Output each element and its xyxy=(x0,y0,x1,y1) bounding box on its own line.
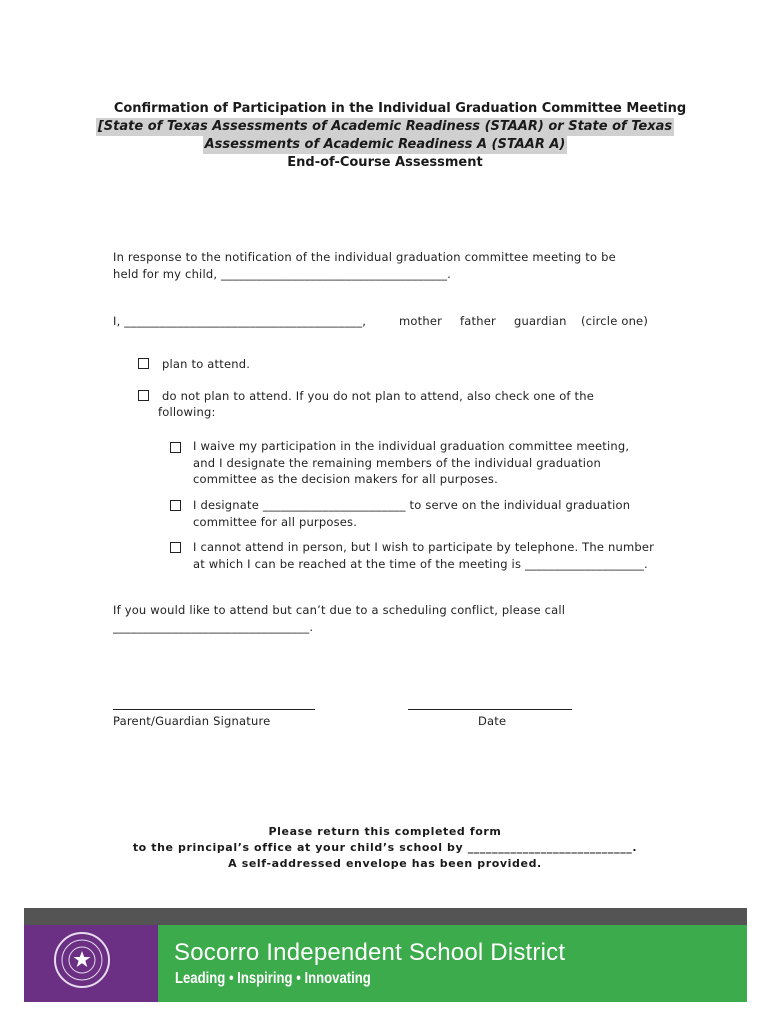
designate-checkbox[interactable] xyxy=(170,500,181,511)
waive-label xyxy=(193,438,629,488)
intro-line-1: In response to the notification of the individual graduation committee meeting to be xyxy=(113,250,616,264)
telephone-checkbox[interactable] xyxy=(170,542,181,553)
return-line-1: Please return this completed form xyxy=(268,825,502,838)
date-line[interactable] xyxy=(408,709,572,710)
not-attend-label-line-2: following: xyxy=(158,405,216,419)
title-line-3: Assessments of Academic Readiness A (STAAR A) xyxy=(204,137,566,152)
relation-guardian[interactable]: guardian xyxy=(514,314,567,328)
title-line-4: End-of-Course Assessment xyxy=(287,155,483,170)
date-label: Date xyxy=(478,714,507,728)
relation-name-line[interactable]: I, ________________________________________, xyxy=(113,314,367,328)
telephone-label xyxy=(193,539,654,572)
not-attend-label-line-1: do not plan to attend. If you do not plan to attend, also check one of the xyxy=(162,389,595,403)
waive-line-3: committee as the decision makers for all purposes. xyxy=(193,472,498,486)
designate-line-1: I designate ________________________ to serve on the individual graduation xyxy=(193,498,631,512)
designate-line-2: committee for all purposes. xyxy=(193,514,358,529)
attend-checkbox[interactable] xyxy=(138,358,149,369)
form-title xyxy=(0,100,770,172)
waive-line-1: I waive my participation in the individual graduation committee meeting, xyxy=(193,439,630,453)
return-line-3: A self-addressed envelope has been provided. xyxy=(228,857,542,870)
district-name: Socorro Independent School District xyxy=(174,939,566,966)
not-attend-checkbox[interactable] xyxy=(138,390,149,401)
conflict-paragraph xyxy=(113,602,565,635)
relation-mother[interactable]: mother xyxy=(399,314,443,328)
relation-circle-note: (circle one) xyxy=(581,314,649,328)
intro-paragraph xyxy=(113,249,658,282)
title-line-1: Confirmation of Participation in the Individual Graduation Committee Meeting xyxy=(113,101,687,116)
conflict-line-1: If you would like to attend but can’t due to a scheduling conflict, please call xyxy=(113,603,566,617)
intro-line-2: held for my child, ______________________________________. xyxy=(113,266,452,281)
telephone-line-2: at which I can be reached at the time of the meeting is ____________________. xyxy=(193,556,648,571)
conflict-phone-line[interactable]: _________________________________. xyxy=(113,619,314,634)
district-tagline: Leading • Inspiring • Innovating xyxy=(175,970,371,987)
waive-checkbox[interactable] xyxy=(170,442,181,453)
return-line-2: to the principal’s office at your child’s school by ___________________________. xyxy=(132,841,638,854)
relation-father[interactable]: father xyxy=(460,314,496,328)
designate-label xyxy=(193,497,630,530)
attend-label: plan to attend. xyxy=(162,357,251,371)
district-seal-icon xyxy=(54,932,110,988)
telephone-line-1: I cannot attend in person, but I wish to participate by telephone. The number xyxy=(193,540,655,554)
title-line-2: [State of Texas Assessments of Academic Readiness (STAAR) or State of Texas xyxy=(97,119,673,134)
parent-signature-line[interactable] xyxy=(113,709,315,710)
parent-signature-label: Parent/Guardian Signature xyxy=(113,714,271,728)
waive-line-2: and I designate the remaining members of the individual graduation xyxy=(193,455,601,470)
